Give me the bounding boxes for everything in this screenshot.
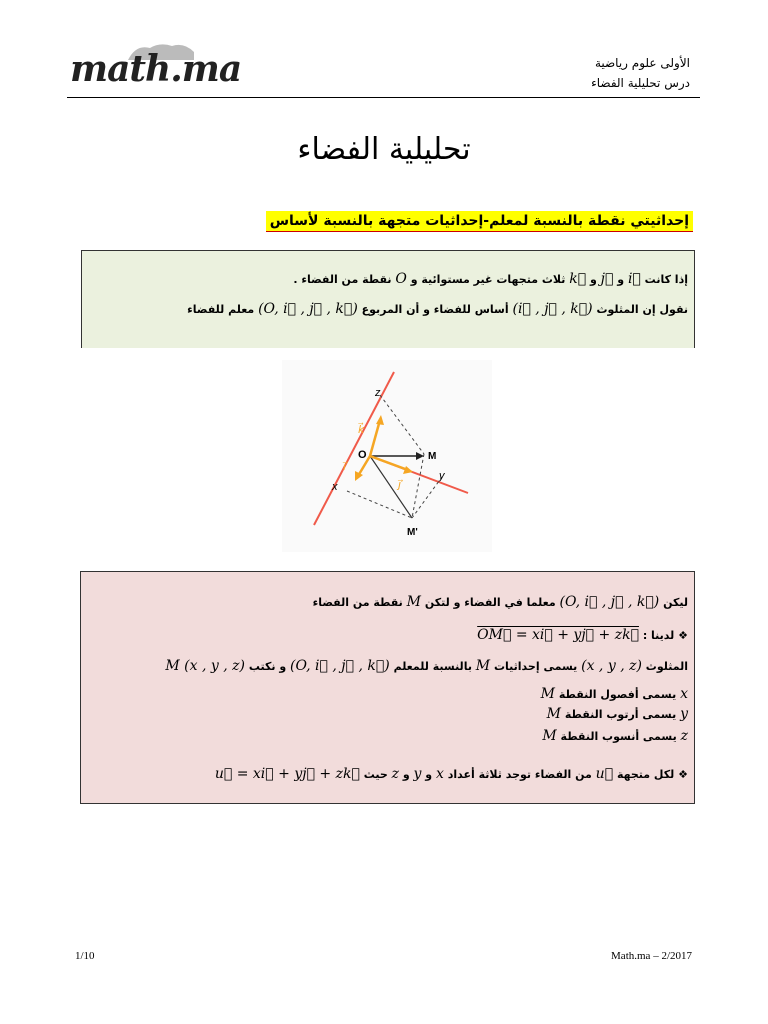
label-k: k⃗: [358, 424, 365, 436]
coords-line-3: المثلوث (x , y , z) يسمى إحداثيات M بالنسبة للمعلم (O, i⃗ , j⃗ , k⃗) و نكتب M (x , y , z): [165, 658, 688, 674]
logo-text: math.ma: [70, 48, 242, 90]
definition-line-1: إذا كانت i⃗ و j⃗ و k⃗ ثلاث متجهات غير مستوائية و O نقطة من الفضاء .: [293, 271, 688, 287]
footer-site: Math.ma – 2/2017: [611, 950, 692, 962]
coordinate-figure: [282, 360, 492, 552]
lesson-label: درس تحليلية الفضاء: [591, 76, 690, 90]
page-number: 1/10: [75, 950, 95, 962]
coords-line-abscissa: x يسمى أفصول النقطة M: [540, 686, 688, 702]
level-label: الأولى علوم رياضية: [594, 56, 690, 70]
coords-line-applicate: z يسمى أنسوب النقطة M: [542, 728, 688, 744]
label-j: j⃗: [398, 479, 402, 491]
label-M: M: [428, 451, 437, 462]
coords-line-1: ليكن (O, i⃗ , j⃗ , k⃗) معلما في الفضاء و لتكن M نقطة من الفضاء: [312, 594, 688, 610]
label-O: O: [358, 449, 367, 461]
site-logo[interactable]: [70, 48, 241, 90]
header-divider: [67, 97, 700, 98]
page-title: تحليلية الفضاء: [297, 132, 471, 167]
definition-line-2: نقول إن المثلوث (i⃗ , j⃗ , k⃗) أساس للفضاء و أن المربوع (O, i⃗ , j⃗ , k⃗) معلم للفضاء: [187, 301, 688, 317]
coords-line-ordinate: y يسمى أرتوب النقطة M: [546, 706, 688, 722]
label-y: y: [439, 470, 445, 482]
label-M-prime: M': [407, 527, 418, 538]
coords-line-2: ❖ لدينا : OM⃗ = xi⃗ + yj⃗ + zk⃗: [477, 627, 688, 643]
coords-line-vector: ❖ لكل متجهة u⃗ من الفضاء توجد ثلاثة أعداد x و y و z حيث u⃗ = xi⃗ + yj⃗ + zk⃗: [214, 766, 688, 782]
coordinates-box: [80, 571, 695, 804]
definition-box: [81, 250, 695, 348]
bullet-icon: ❖: [678, 768, 688, 781]
label-i: i⃗: [343, 461, 347, 473]
section-heading: إحداثيتي نقطة بالنسبة لمعلم-إحداثيات متجهة بالنسبة لأساس: [266, 211, 693, 232]
label-x: x: [332, 481, 338, 493]
label-z: z: [375, 387, 381, 399]
bullet-icon: ❖: [678, 629, 688, 642]
